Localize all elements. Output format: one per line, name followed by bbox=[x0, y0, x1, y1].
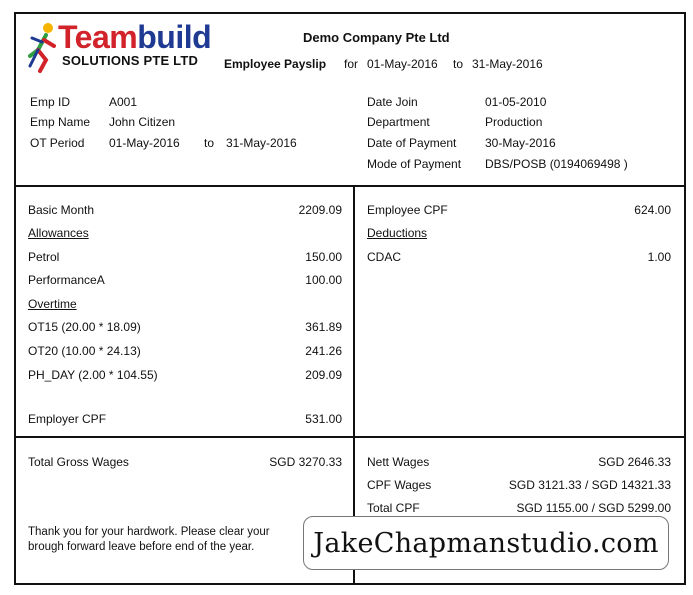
nett-wages-value: SGD 2646.33 bbox=[598, 455, 671, 469]
employer-cpf-value: 531.00 bbox=[305, 412, 342, 426]
total-cpf-value: SGD 1155.00 / SGD 5299.00 bbox=[516, 501, 671, 515]
employee-cpf-label: Employee CPF bbox=[367, 203, 448, 217]
payslip-title: Employee Payslip bbox=[224, 57, 327, 71]
to-word: to bbox=[453, 57, 464, 71]
emp-id-value: A001 bbox=[109, 95, 138, 109]
ph-day-value: 209.09 bbox=[305, 368, 342, 382]
date-payment-value: 30-May-2016 bbox=[485, 136, 556, 150]
for-word: for bbox=[344, 57, 359, 71]
header-divider bbox=[14, 185, 686, 187]
note-line-2: brough forward leave before end of the year. bbox=[28, 541, 255, 553]
basic-month-value: 2209.09 bbox=[298, 203, 342, 217]
employee-cpf-value: 624.00 bbox=[634, 203, 671, 217]
logo-wordmark bbox=[58, 20, 211, 54]
nett-wages-label: Nett Wages bbox=[367, 455, 430, 469]
date-join-value: 01-05-2010 bbox=[485, 95, 547, 109]
performance-label: PerformanceA bbox=[28, 273, 105, 287]
total-gross-value: SGD 3270.33 bbox=[269, 455, 342, 469]
ot20-label: OT20 (10.00 * 24.13) bbox=[28, 344, 141, 358]
date-payment-label: Date of Payment bbox=[367, 136, 457, 150]
payment-mode-label: Mode of Payment bbox=[367, 157, 462, 171]
watermark-banner: JakeChapmanstudio.com bbox=[303, 516, 669, 570]
logo-subtitle: SOLUTIONS PTE LTD bbox=[62, 53, 199, 68]
ot-period-from: 01-May-2016 bbox=[109, 136, 180, 150]
cpf-wages-value: SGD 3121.33 / SGD 14321.33 bbox=[508, 478, 671, 492]
petrol-value: 150.00 bbox=[305, 250, 342, 264]
date-join-label: Date Join bbox=[367, 95, 418, 109]
total-cpf-label: Total CPF bbox=[367, 501, 420, 515]
basic-month-label: Basic Month bbox=[28, 203, 95, 217]
cpf-wages-label: CPF Wages bbox=[367, 478, 432, 492]
payment-mode-value: DBS/POSB (0194069498 ) bbox=[485, 157, 628, 171]
note-line-1: Thank you for your hardwork. Please clear your bbox=[28, 526, 270, 538]
emp-name-value: John Citizen bbox=[109, 115, 176, 129]
ot15-value: 361.89 bbox=[305, 320, 342, 334]
employer-cpf-label: Employer CPF bbox=[28, 412, 107, 426]
logo-word-team: Team bbox=[58, 19, 138, 55]
company-name: Demo Company Pte Ltd bbox=[303, 30, 450, 45]
performance-value: 100.00 bbox=[305, 273, 342, 287]
ot15-label: OT15 (20.00 * 18.09) bbox=[28, 320, 141, 334]
period-to: 31-May-2016 bbox=[472, 57, 543, 71]
ot20-value: 241.26 bbox=[305, 344, 342, 358]
cdac-label: CDAC bbox=[367, 250, 402, 264]
petrol-label: Petrol bbox=[28, 250, 60, 264]
department-value: Production bbox=[485, 115, 543, 129]
logo-word-build: build bbox=[137, 19, 212, 55]
emp-name-label: Emp Name bbox=[30, 115, 91, 129]
department-label: Department bbox=[367, 115, 430, 129]
deductions-heading: Deductions bbox=[367, 226, 428, 240]
allowances-heading: Allowances bbox=[28, 226, 89, 240]
running-person-icon bbox=[24, 22, 62, 74]
total-gross-label: Total Gross Wages bbox=[28, 455, 129, 469]
period-from: 01-May-2016 bbox=[367, 57, 438, 71]
ot-period-to: 31-May-2016 bbox=[226, 136, 297, 150]
ph-day-label: PH_DAY (2.00 * 104.55) bbox=[28, 368, 158, 382]
ot-period-label: OT Period bbox=[30, 136, 85, 150]
overtime-heading: Overtime bbox=[28, 297, 77, 311]
totals-divider bbox=[14, 436, 686, 438]
emp-id-label: Emp ID bbox=[30, 95, 71, 109]
ot-period-to-word: to bbox=[204, 136, 215, 150]
cdac-value: 1.00 bbox=[647, 250, 671, 264]
